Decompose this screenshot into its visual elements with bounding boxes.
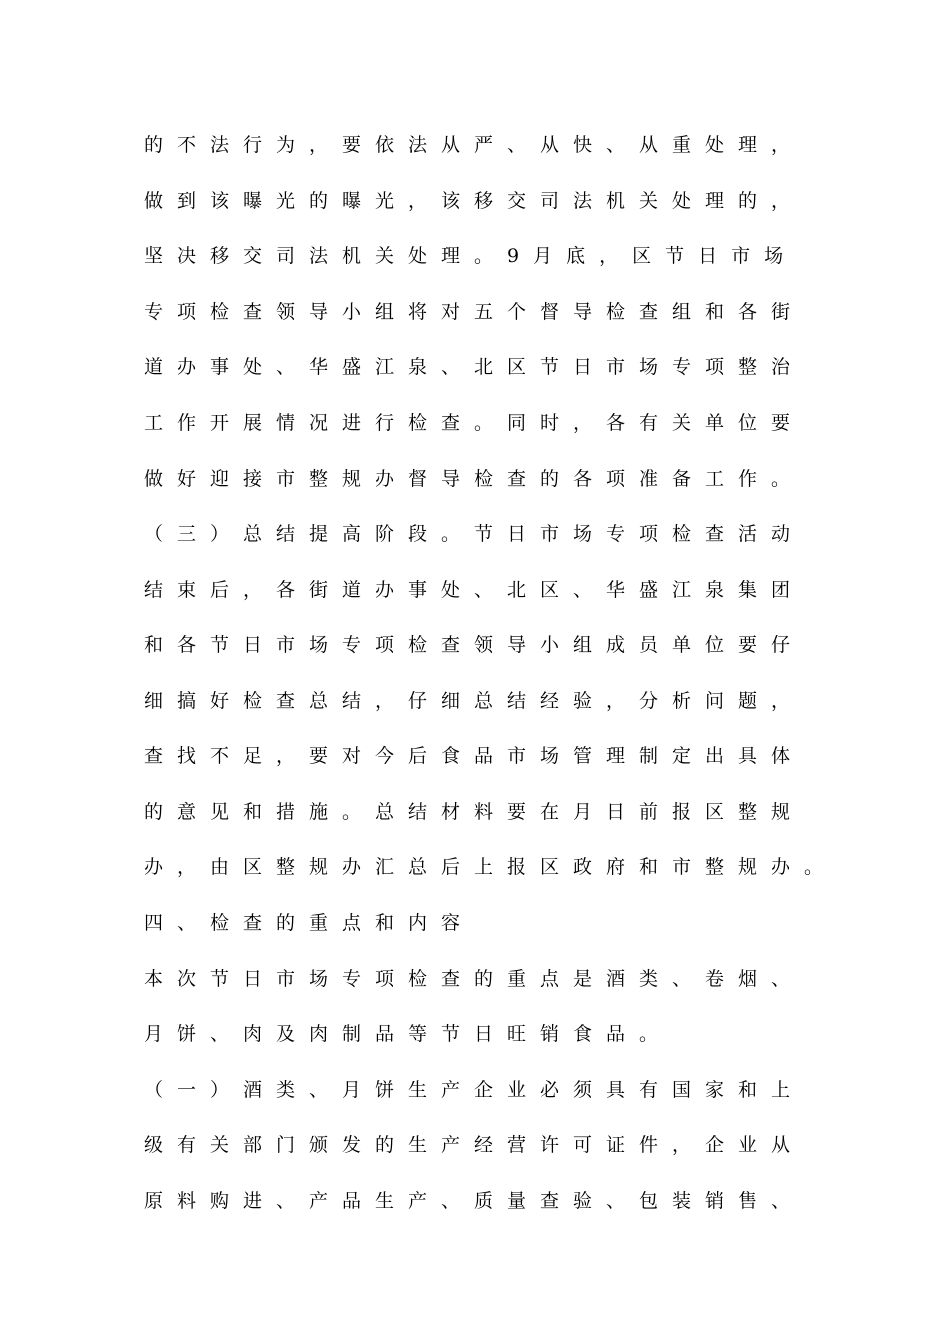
text-line: 的不法行为，要依法从严、从快、从重处理， xyxy=(144,134,805,156)
text-line: 细搞好检查总结，仔细总结经验，分析问题， xyxy=(144,690,805,712)
text-line: 道办事处、华盛江泉、北区节日市场专项整治 xyxy=(144,356,805,378)
text-line: 坚决移交司法机关处理。9月底，区节日市场 xyxy=(144,245,798,267)
text-line: 工作开展情况进行检查。同时，各有关单位要 xyxy=(144,412,805,434)
text-line: 本次节日市场专项检查的重点是酒类、卷烟、 xyxy=(144,968,805,990)
text-line: 做好迎接市整规办督导检查的各项准备工作。 xyxy=(144,468,805,490)
text-line: 和各节日市场专项检查领导小组成员单位要仔 xyxy=(144,634,805,656)
text-line: 的意见和措施。总结材料要在月日前报区整规 xyxy=(144,801,805,823)
text-line: 做到该曝光的曝光，该移交司法机关处理的， xyxy=(144,190,805,212)
text-line: （三）总结提高阶段。节日市场专项检查活动 xyxy=(144,523,805,545)
text-line: 级有关部门颁发的生产经营许可证件，企业从 xyxy=(144,1134,805,1156)
text-line: 查找不足，要对今后食品市场管理制定出具体 xyxy=(144,745,805,767)
text-line: 专项检查领导小组将对五个督导检查组和各街 xyxy=(144,301,805,323)
text-line: 办，由区整规办汇总后上报区政府和市整规办。 xyxy=(144,856,838,878)
text-line: 月饼、肉及肉制品等节日旺销食品。 xyxy=(144,1023,673,1045)
text-line: 结束后，各街道办事处、北区、华盛江泉集团 xyxy=(144,579,805,601)
text-line: 原料购进、产品生产、质量查验、包装销售、 xyxy=(144,1190,805,1212)
section-heading: 四、检查的重点和内容 xyxy=(144,912,475,934)
text-line: （一）酒类、月饼生产企业必须具有国家和上 xyxy=(144,1079,805,1101)
